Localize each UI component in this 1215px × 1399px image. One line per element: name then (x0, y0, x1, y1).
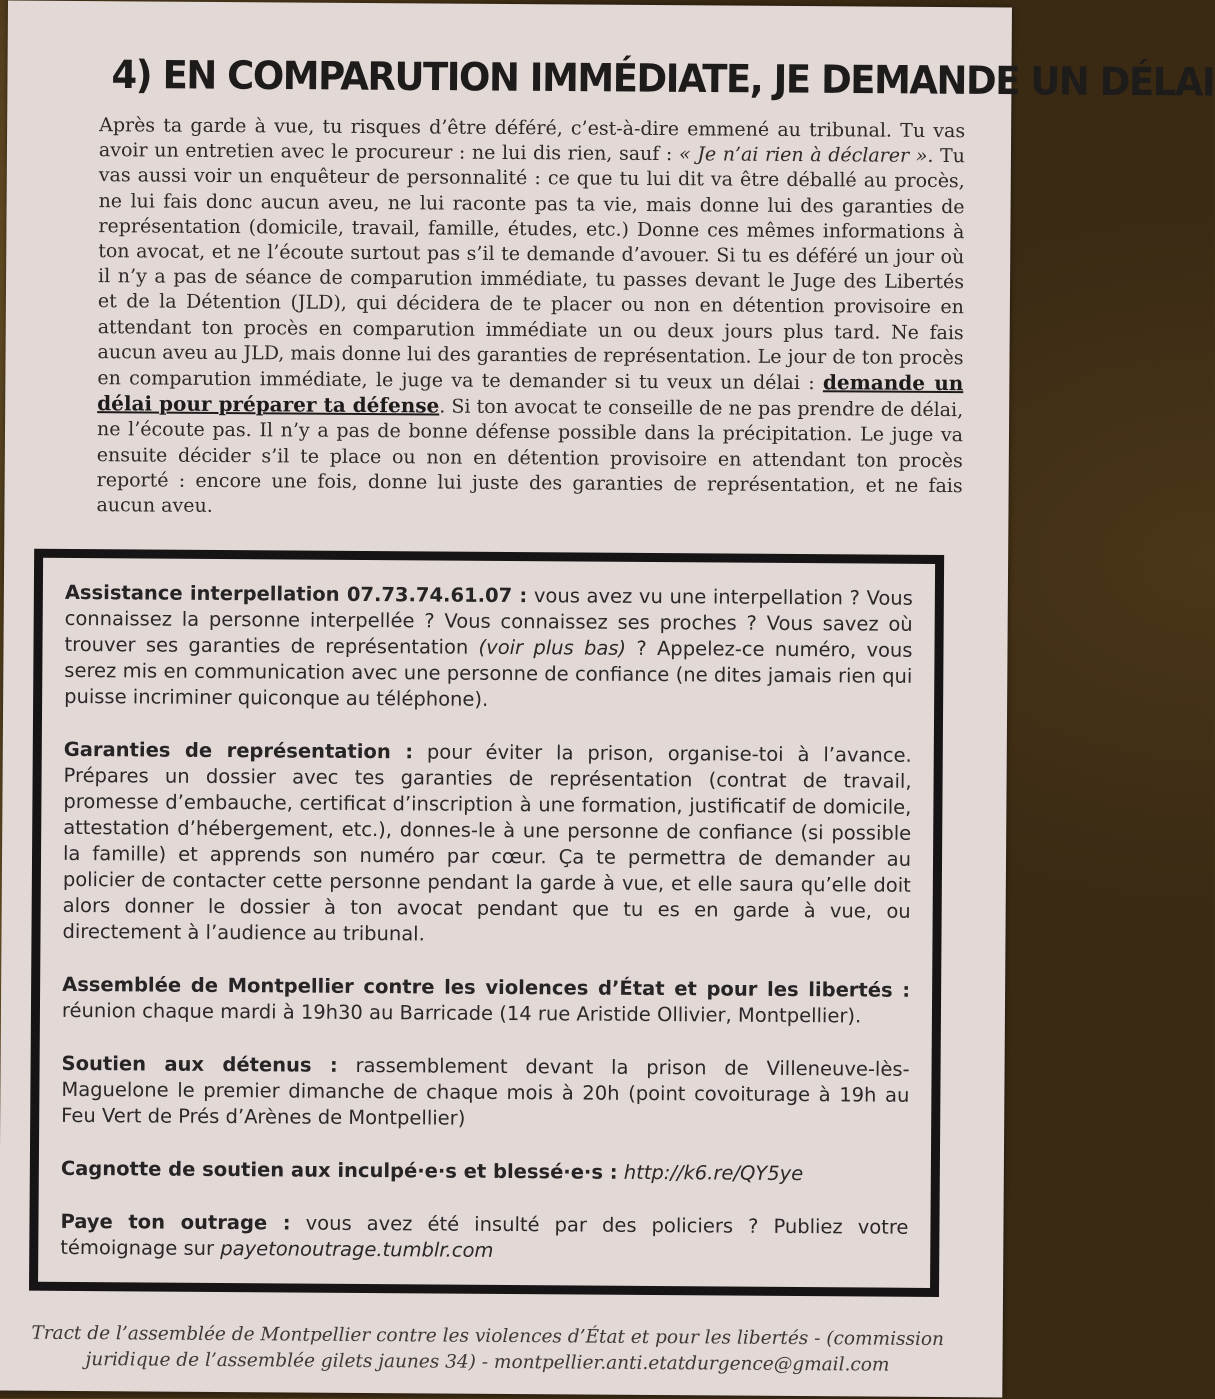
info-assistance-title: Assistance interpellation 07.73.74.61.07 : (64, 580, 528, 608)
info-assembly-text: réunion chaque mardi à 19h30 au Barricade (14 rue Aristide Ollivier, Montpellier). (61, 998, 862, 1028)
info-guarantees-title: Garanties de représentation : (63, 737, 414, 764)
info-fundraiser-title: Cagnotte de soutien aux inculpé·e·s et blessé·e·s : (60, 1156, 618, 1184)
info-detainees-text: rassemblement devant la prison de Villeneuve-lès-Maguelone le premier dimanche de chaque mois à 20h (point covoiturage à 19h au Feu Vert de Prés d’Arènes de Montpellier) (61, 1053, 910, 1130)
info-outrage-title: Paye ton outrage : (60, 1209, 291, 1235)
outrage-link[interactable]: payetonoutrage.tumblr.com (220, 1237, 494, 1262)
info-assembly-title: Assemblée de Montpellier contre les violences d’État et pour les libertés : (62, 972, 911, 1002)
info-guarantees (62, 737, 911, 951)
intro-text-2: Tu vas aussi voir un enquêteur de personnalité : ce que tu lui dit va être déballé au procès, ne lui fais donc aucun aveu, ne lui raconte pas ta vie, mais donne lui des garanties de représentation (domicile, travail, famille, études, etc.) Donne ces mêmes informations à ton avocat, et ne l’écoute surtout pas s’il te demande d’avouer. Si tu es déféré un jour où il n’y a pas de séance de comparution immédiate, tu passes devant le Juge des Libertés et de la Détention (JLD), qui décidera de te placer ou non en détention provisoire en attendant ton procès en comparution immédiate un ou deux jours plus tard. Ne fais aucun aveu au JLD, mais donne lui des garanties de représentation. Le jour de ton procès en comparution immédiate, le juge va te demander si tu veux un délai : (97, 145, 966, 395)
info-fundraiser (61, 1156, 909, 1188)
page-title: 4) EN COMPARUTION IMMÉDIATE, JE DEMANDE UN DÉLAI (111, 52, 1215, 105)
intro-text-3: . Si ton avocat te conseille de ne pas prendre de délai, ne l’écoute pas. Il n’y a pas de bonne défense possible dans la précipitation. Le juge va ensuite décider s’il te place ou non en détention provisoire en attendant ton procès reporté : encore une fois, donne lui juste des garanties de représentation, et ne fais aucun aveu. (96, 395, 964, 517)
info-assembly (62, 972, 910, 1030)
intro-paragraph (96, 113, 965, 524)
info-assistance (64, 580, 913, 716)
info-assistance-italic: (voir plus bas) (478, 635, 627, 660)
info-assistance-text-b: ? Appelez-ce numéro, vous serez mis en communication avec une personne de confiance (ne dites jamais rien qui puisse incriminer quiconque au téléphone). (64, 636, 913, 711)
intro-key-advice: demande un délai pour préparer ta défense (97, 370, 964, 418)
info-outrage-text: vous avez été insulté par des policiers ? Publiez votre témoignage sur (60, 1211, 909, 1261)
info-guarantees-text: pour éviter la prison, organise-toi à l’avance. Prépares un dossier avec tes garanties de représentation (contrat de travail, promesse d’embauche, certificat d’inscription à une formation, justificatif de domicile, attestation d’hébergement, etc.), donnes-le à une personne de confiance (si possible la famille) et apprends son numéro par cœur. Ça te permettra de demander au policier de contacter cette personne pendant la garde à vue, et elle saura qu’elle doit alors donner le dossier à ton avocat pendant que tu es en garde à vue, ou directement à l’audience au tribunal. (62, 740, 912, 946)
info-box (29, 549, 944, 1297)
info-assistance-text-a: vous avez vu une interpellation ? Vous connaissez la personne interpellée ? Vous connaissez ses proches ? Vous savez où trouver ses garanties de représentation (64, 584, 913, 659)
info-detainees-title: Soutien aux détenus : (61, 1051, 338, 1077)
intro-quote: « Je n’ai rien à déclarer ». (678, 143, 934, 168)
fundraiser-link[interactable]: http://k6.re/QY5ye (623, 1160, 804, 1186)
info-outrage (60, 1209, 908, 1267)
info-detainees (61, 1051, 910, 1135)
intro-text-1: Après ta garde à vue, tu risques d’être déféré, c’est-à-dire emmené au tribunal. Tu vas avoir un entretien avec le procureur : ne lui dis rien, sauf : (98, 114, 966, 166)
footer-credit: Tract de l’assemblée de Montpellier contre les violences d’État et pour les libertés - (commission juridique de l’assemblée gilets jaunes 34) - montpellier.anti.etatdurgence@gmail.com (31, 1322, 945, 1376)
